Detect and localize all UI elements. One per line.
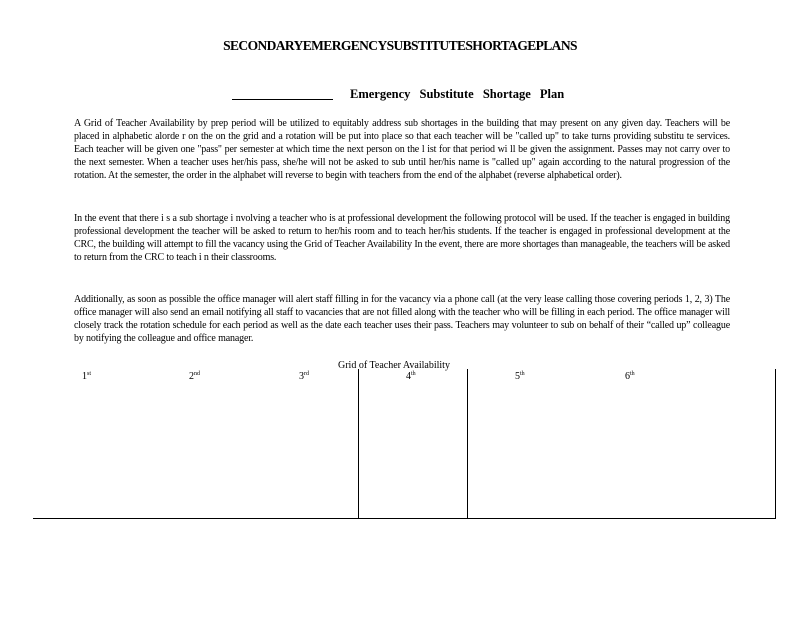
document-subtitle: Emergency Substitute Shortage Plan bbox=[350, 87, 565, 101]
period-3-header: 3rd bbox=[299, 371, 309, 382]
period-2-header: 2nd bbox=[189, 371, 200, 382]
grid-border-right bbox=[775, 369, 776, 519]
paragraph-grid-rotation: A Grid of Teacher Availability by prep period will be utilized to equitably address sub shortages in the building that may present on any given day. Teachers will be placed in alphabetic alorde r on the on the grid and a rotation will be put into place so that each teacher will be "called up" to take turns providing substitu te services. Each teacher will be given one "pass" per semester at which time the next person on the l ist for that period wi ll be given the assignment. Passes may not carry over to the next semester. When a teacher uses her/his pass, she/he will not be asked to sub until her/his name is "called up" again according to the natural progression of the rotation. At the semester, the order in the alphabet will reverse to begin with teachers from the end of the alphabet (reverse alphabetical order). bbox=[74, 118, 730, 181]
blank-underline bbox=[232, 99, 333, 100]
paragraph-professional-development: In the event that there i s a sub shortage i nvolving a teacher who is at professional development the following protocol will be used. If the teacher is engaged in building professional development the teacher will be asked to return to her/his room and to teach her/his students. If the teacher is engaged in professional development at the CRC, the building will attempt to fill the vacancy using the Grid of Teacher Availability In the event, there are more shortages than manageable, the teachers will be asked to return from the CRC to teach i n their classrooms. bbox=[74, 213, 730, 263]
grid-bottom-border bbox=[33, 518, 776, 519]
period-1-header: 1st bbox=[82, 371, 92, 382]
paragraph-office-manager: Additionally, as soon as possible the office manager will alert staff filling in for the vacancy via a phone call (at the very lease calling those covering periods 1, 2, 3) The office manager will also send an email notifying all staff to vacancies that are not filled along with the teacher who will be filling in each period. The office manager will closely track the rotation schedule for each period as well as the date each teacher uses their pass. Teachers may volunteer to sub on behalf of their “called up” colleague by notifying the colleague and office manager. bbox=[74, 294, 730, 344]
grid-divider-right bbox=[467, 369, 468, 519]
period-4-header: 4th bbox=[406, 371, 416, 382]
subtitle-row bbox=[232, 87, 632, 105]
period-5-header: 5th bbox=[515, 371, 525, 382]
document-title: SECONDARYEMERGENCYSUBSTITUTESHORTAGEPLANS bbox=[223, 38, 577, 53]
period-6-header: 6th bbox=[625, 371, 635, 382]
grid-divider-left bbox=[358, 369, 359, 519]
grid-caption: Grid of Teacher Availability bbox=[338, 360, 450, 371]
